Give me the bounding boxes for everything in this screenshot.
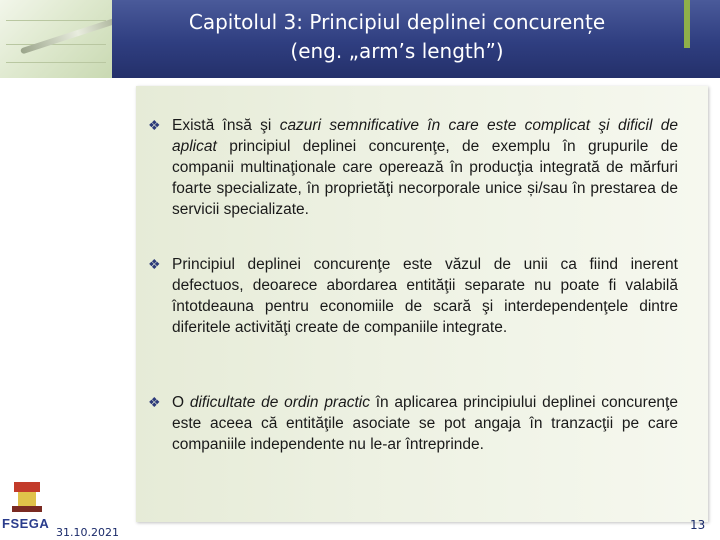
bullet-item-3 [148, 392, 678, 455]
title-line-1: Capitolul 3: Principiul deplinei concurențe [188, 10, 606, 34]
diamond-bullet-icon: ❖ [148, 256, 161, 272]
paper-line [6, 20, 106, 21]
accent-rule [684, 0, 690, 48]
bullet-text-plain: Există însă şi [172, 117, 280, 134]
diamond-bullet-icon: ❖ [148, 117, 161, 133]
bullet-text-3 [172, 392, 678, 455]
slide-title [112, 8, 682, 66]
diamond-bullet-icon: ❖ [148, 394, 161, 410]
title-line-2: (eng. „arm’s length”) [290, 39, 504, 63]
slide-date: 31.10.2021 [56, 526, 119, 539]
logo-text: FSEGA [2, 516, 50, 531]
bullet-item-2 [148, 254, 678, 338]
paper-line [6, 62, 106, 63]
bullet-text-2 [172, 254, 678, 338]
bullet-item-1 [148, 115, 678, 220]
bullet-text-plain: în aplicarea principiului deplinei concurenţe este aceea că entităţile asociate se pot angaja în tranzacţii pe care companiile independente nu le-ar întreprinde. [172, 394, 678, 453]
bullet-text-plain: Principiul deplinei concurenţe este văzul de unii ca fiind inerent defectuos, deoarece abordarea entităţii separate nu poate fi valabilă întotdeauna pentru economiile de scară şi interdependenţele dintre diferitele activităţi create de companiile integrate. [172, 256, 678, 336]
bullet-text-plain: O [172, 394, 190, 411]
bullet-text-plain: principiul deplinei concurenţe, de exemplu în grupurile de companii multinaţionale care operează în producţia integrată de mărfuri foarte specializate, în proprietăţi necorporale unice și/sau în prestarea de servicii specializate. [172, 138, 678, 218]
pen-image [20, 12, 112, 55]
bullet-text-emphasis: dificultate de ordin practic [189, 394, 370, 411]
header-photo [0, 0, 112, 78]
bullet-text-emphasis: cazuri semnificative în care este complicat şi dificil de aplicat [172, 117, 678, 155]
bullet-text-1 [172, 115, 678, 220]
paper-line [6, 44, 106, 45]
page-number: 13 [690, 518, 706, 532]
